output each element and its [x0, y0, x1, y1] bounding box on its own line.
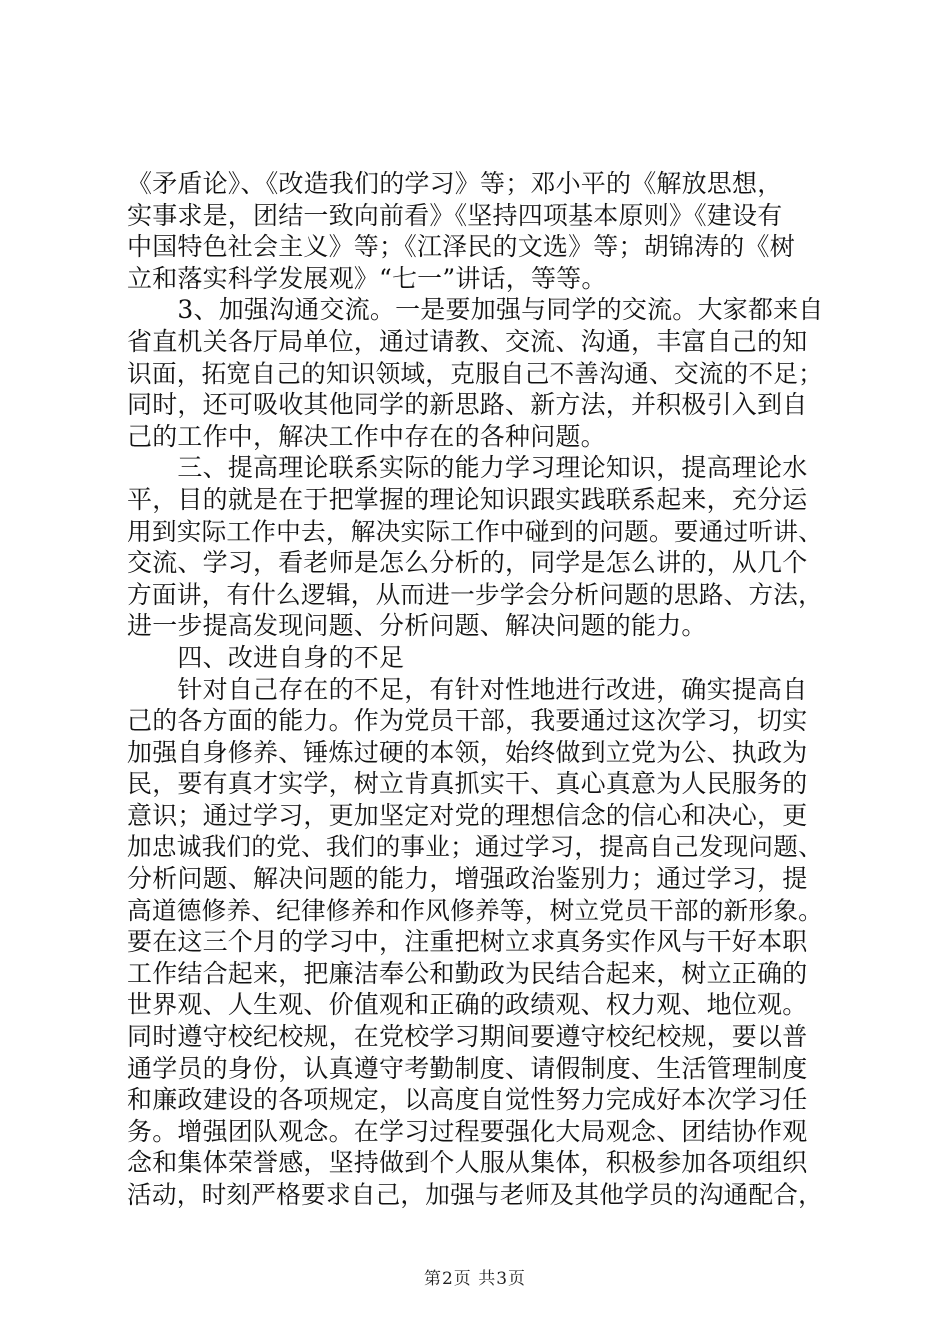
text-line: 分析问题、解决问题的能力，增强政治鉴别力；通过学习，提 — [127, 864, 808, 894]
text-line: 方面讲，有什么逻辑，从而进一步学会分析问题的思路、方法， — [127, 579, 823, 609]
text-line: 四、改进自身的不足 — [127, 642, 405, 672]
text-line: 同时遵守校纪校规，在党校学习期间要遵守校纪校规，要以普 — [127, 1022, 808, 1052]
text-line: 针对自己存在的不足，有针对性地进行改进，确实提高自 — [127, 674, 808, 704]
text-line: 活动，时刻严格要求自己，加强与老师及其他学员的沟通配合， — [127, 1180, 823, 1209]
document-body — [127, 168, 827, 1211]
text-line: 三、提高理论联系实际的能力学习理论知识，提高理论水 — [127, 453, 808, 483]
text-line: 念和集体荣誉感，坚持做到个人服从集体，积极参加各项组织 — [127, 1148, 808, 1178]
text-line: 加忠诚我们的党、我们的事业；通过学习，提高自己发现问题、 — [127, 832, 823, 862]
text-line: 和廉政建设的各项规定，以高度自觉性努力完成好本次学习任 — [127, 1085, 808, 1115]
text-line: 用到实际工作中去，解决实际工作中碰到的问题。要通过听讲、 — [127, 516, 823, 546]
text-line: 《矛盾论》、《改造我们的学习》等；邓小平的《解放思想， — [127, 169, 783, 198]
text-line: 己的工作中，解决工作中存在的各种问题。 — [127, 421, 606, 451]
text-line: 同时，还可吸收其他同学的新思路、新方法，并积极引入到自 — [127, 390, 808, 420]
page-number-footer: 第2页 共3页 — [423, 1269, 527, 1289]
text-line: 通学员的身份，认真遵守考勤制度、请假制度、生活管理制度 — [127, 1053, 808, 1083]
text-line: 务。增强团队观念。在学习过程要强化大局观念、团结协作观 — [127, 1116, 808, 1146]
text-line: 进一步提高发现问题、分析问题、解决问题的能力。 — [127, 611, 707, 641]
text-line: 中国特色社会主义》等；《江泽民的文选》等；胡锦涛的《树 — [127, 232, 795, 262]
text-line: 要在这三个月的学习中，注重把树立求真务实作风与干好本职 — [127, 927, 808, 957]
text-line: 立和落实科学发展观》“七一”讲话，等等。 — [127, 263, 607, 293]
text-line: 世界观、人生观、价值观和正确的政绩观、权力观、地位观。 — [127, 990, 808, 1020]
text-line: 交流、学习，看老师是怎么分析的，同学是怎么讲的，从几个 — [127, 548, 808, 578]
text-line: 意识；通过学习，更加坚定对党的理想信念的信心和决心，更 — [127, 800, 808, 830]
text-line: 省直机关各厅局单位，通过请教、交流、沟通，丰富自己的知 — [127, 326, 808, 356]
text-line: 实事求是，团结一致向前看》《坚持四项基本原则》《建设有 — [127, 200, 783, 230]
text-line: 识面，拓宽自己的知识领域，克服自己不善沟通、交流的不足； — [127, 358, 823, 388]
text-line: 加强自身修养、锤炼过硬的本领，始终做到立党为公、执政为 — [127, 737, 808, 767]
text-line: 平，目的就是在于把掌握的理论知识跟实践联系起来，充分运 — [127, 484, 808, 514]
text-line: 工作结合起来，把廉洁奉公和勤政为民结合起来，树立正确的 — [127, 958, 808, 988]
text-line: 民，要有真才实学，树立肯真抓实干、真心真意为人民服务的 — [127, 769, 808, 799]
text-line: 3、加强沟通交流。一是要加强与同学的交流。大家都来自 — [127, 295, 824, 325]
text-line: 己的各方面的能力。作为党员干部，我要通过这次学习，切实 — [127, 706, 808, 736]
text-line: 高道德修养、纪律修养和作风修养等，树立党员干部的新形象。 — [127, 895, 823, 925]
